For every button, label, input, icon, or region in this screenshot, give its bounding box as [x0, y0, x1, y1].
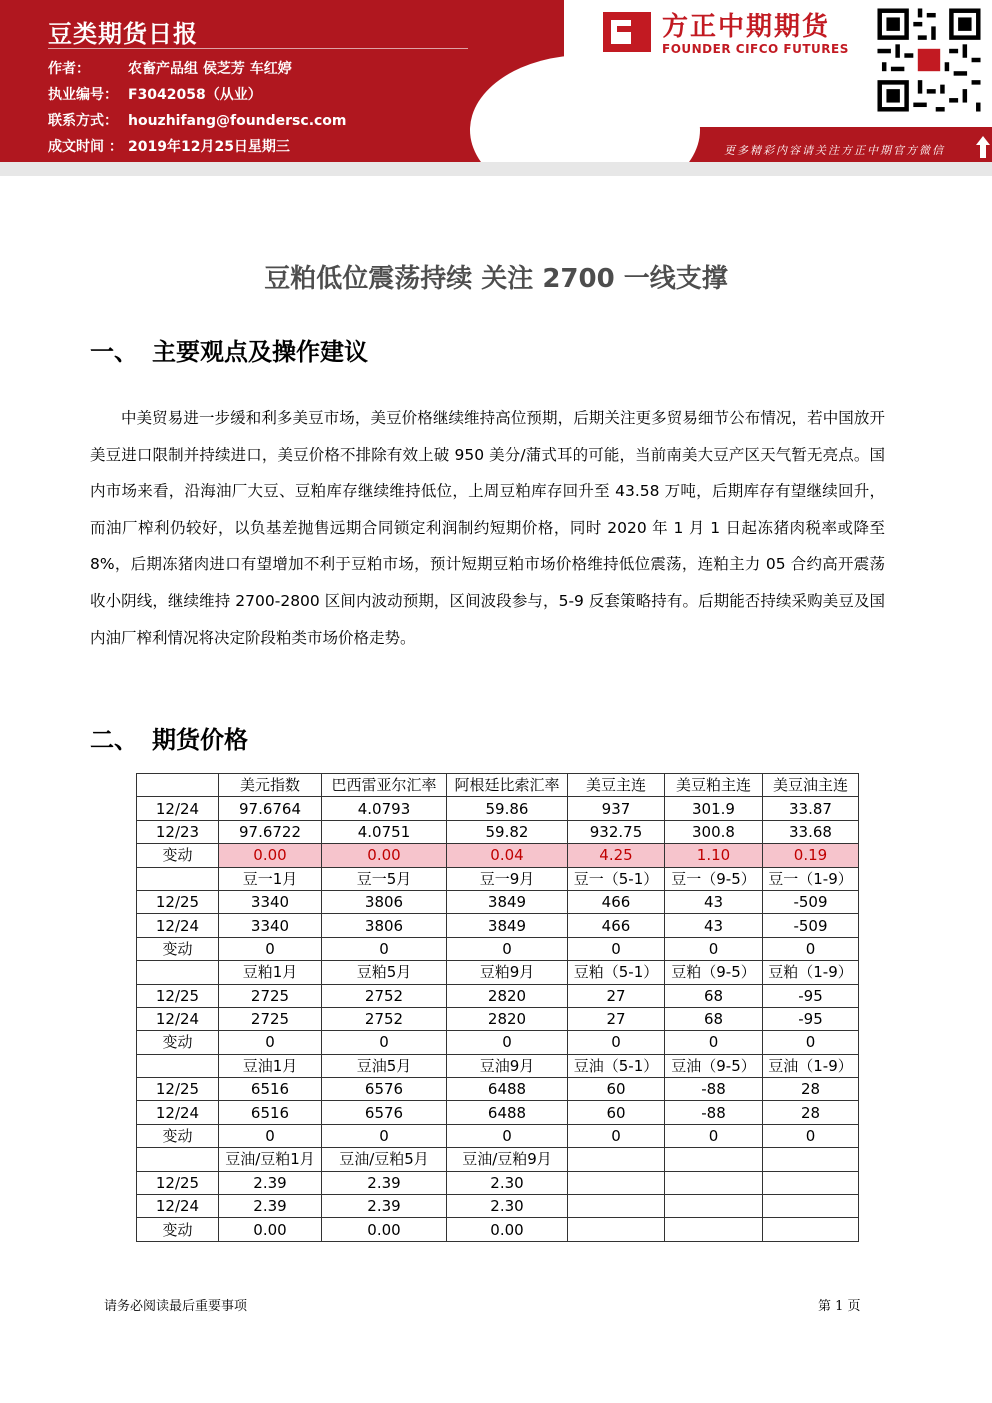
header-divider — [0, 162, 992, 176]
table-cell: 27 — [568, 984, 665, 1007]
meta-value: 2019年12月25日星期三 — [128, 139, 290, 155]
body-paragraph: 中美贸易进一步缓和利多美豆市场，美豆价格继续维持高位预期，后期关注更多贸易细节公布情况，若中国放开美豆进口限制并持续进口，美豆价格不排除有效上破 950 美分/蒲式耳的可能，当前南美大豆产区天气暂无亮点。国内市场来看，沿海油厂大豆、豆粕库存继续维持低位，上周豆粕库存回升至 43.58 万吨，后期库存有望继续回升，而油厂榨利仍较好，以负基差抛售远期合同锁定利润制约短期价格，同时 2020 年 1 月 1 日起冻猪肉税率或降至 8%，后期冻猪肉进口有望增加不利于豆粕市场，预计短期豆粕市场价格维持低位震荡，连粕主力 05 合约高开震荡收小阴线，继续维持 2700-2800 区间内波动预期，区间波段参与，5-9 反套策略持有。后期能否持续采购美豆及国内油厂榨利情况将决定阶段粕类市场价格走势。 — [90, 409, 885, 647]
table-cell: 2752 — [322, 984, 447, 1007]
table-cell: 0 — [447, 937, 568, 960]
table-cell: 4.0751 — [322, 820, 447, 843]
table-row — [137, 984, 859, 1007]
table-cell — [763, 1148, 859, 1171]
row-label-cell: 12/24 — [137, 797, 219, 820]
table-cell: 6576 — [322, 1101, 447, 1124]
table-cell: 豆油9月 — [447, 1054, 568, 1077]
table-cell — [665, 1171, 763, 1194]
title-rule — [48, 48, 468, 49]
row-label-cell: 12/25 — [137, 984, 219, 1007]
table-cell: 0 — [219, 1031, 322, 1054]
table-cell: 466 — [568, 914, 665, 937]
meta-date — [48, 136, 290, 156]
section-number: 一、 — [90, 338, 138, 366]
page-number: 第 1 页 — [818, 1299, 861, 1314]
table-cell: 2725 — [219, 984, 322, 1007]
section-heading-1 — [90, 332, 368, 367]
table-cell: 豆油（1-9） — [763, 1054, 859, 1077]
table-cell: 97.6722 — [219, 820, 322, 843]
row-label-cell: 变动 — [137, 1124, 219, 1147]
table-row — [137, 1078, 859, 1101]
meta-value: houzhifang@foundersc.com — [128, 113, 347, 129]
table-cell: 0.00 — [447, 1218, 568, 1241]
row-label-cell: 12/24 — [137, 1195, 219, 1218]
table-cell: 豆粕5月 — [322, 961, 447, 984]
table-cell: 豆粕1月 — [219, 961, 322, 984]
table-cell: 巴西雷亚尔汇率 — [322, 774, 447, 797]
table-cell: 豆一5月 — [322, 867, 447, 890]
table-cell: 豆一（5-1） — [568, 867, 665, 890]
table-cell: 6516 — [219, 1101, 322, 1124]
table-cell: 0.19 — [763, 844, 859, 867]
table-cell: 6488 — [447, 1101, 568, 1124]
report-title: 豆类期货日报 — [48, 20, 198, 48]
table-row — [137, 1054, 859, 1077]
table-cell: 33.68 — [763, 820, 859, 843]
row-label-cell: 12/25 — [137, 1171, 219, 1194]
table-cell: 0 — [219, 937, 322, 960]
table-cell: 27 — [568, 1007, 665, 1030]
row-label-cell: 变动 — [137, 1218, 219, 1241]
table-cell: 0 — [763, 1031, 859, 1054]
table-cell: 豆油/豆粕5月 — [322, 1148, 447, 1171]
table-cell: 301.9 — [665, 797, 763, 820]
table-cell — [763, 1195, 859, 1218]
table-cell: 豆一1月 — [219, 867, 322, 890]
section-title: 期货价格 — [152, 726, 248, 754]
table-cell: 豆油/豆粕9月 — [447, 1148, 568, 1171]
table-cell — [665, 1218, 763, 1241]
table-row — [137, 1031, 859, 1054]
table-cell: 3806 — [322, 914, 447, 937]
table-cell: 60 — [568, 1101, 665, 1124]
table-cell: 美豆油主连 — [763, 774, 859, 797]
table-cell — [665, 1148, 763, 1171]
table-cell: 2820 — [447, 1007, 568, 1030]
meta-label: 成文时间 ： — [48, 139, 123, 155]
table-row — [137, 890, 859, 913]
table-cell: 60 — [568, 1078, 665, 1101]
row-label-cell: 12/24 — [137, 1007, 219, 1030]
logo-text-cn: 方正中期期货 — [662, 12, 831, 42]
table-cell: 0.00 — [219, 1218, 322, 1241]
table-cell: 2.30 — [447, 1171, 568, 1194]
meta-license — [48, 84, 262, 104]
table-cell: 0 — [568, 1031, 665, 1054]
section-heading-2 — [90, 720, 248, 755]
table-cell: 0.00 — [322, 1218, 447, 1241]
table-cell: 2.39 — [322, 1171, 447, 1194]
table-cell: 0 — [447, 1124, 568, 1147]
table-cell: 2.39 — [219, 1195, 322, 1218]
table-cell: 33.87 — [763, 797, 859, 820]
table-cell: 0 — [665, 1031, 763, 1054]
table-cell: 6576 — [322, 1078, 447, 1101]
table-row — [137, 961, 859, 984]
table-cell: 美元指数 — [219, 774, 322, 797]
row-label-cell: 变动 — [137, 844, 219, 867]
table-cell: 28 — [763, 1101, 859, 1124]
table-cell: 0.00 — [322, 844, 447, 867]
table-row — [137, 1195, 859, 1218]
table-cell: 豆粕9月 — [447, 961, 568, 984]
table-cell: 豆油1月 — [219, 1054, 322, 1077]
table-cell — [763, 1218, 859, 1241]
table-cell: 2.39 — [219, 1171, 322, 1194]
logo-text-en: FOUNDER CIFCO FUTURES — [662, 42, 849, 56]
table-cell: -509 — [763, 890, 859, 913]
table-cell: 932.75 — [568, 820, 665, 843]
table-cell: -509 — [763, 914, 859, 937]
table-cell: 2725 — [219, 1007, 322, 1030]
table-cell: 0 — [665, 937, 763, 960]
table-row — [137, 820, 859, 843]
row-label-cell — [137, 1054, 219, 1077]
table-cell: 美豆主连 — [568, 774, 665, 797]
table-cell: 3340 — [219, 890, 322, 913]
table-cell: 阿根廷比索汇率 — [447, 774, 568, 797]
table-cell: 豆油5月 — [322, 1054, 447, 1077]
table-cell: 0 — [763, 1124, 859, 1147]
table-row — [137, 1148, 859, 1171]
table-cell: 豆粕（1-9） — [763, 961, 859, 984]
table-row — [137, 937, 859, 960]
meta-author — [48, 58, 292, 78]
table-cell: 0 — [322, 1031, 447, 1054]
table-row — [137, 1218, 859, 1241]
table-cell: 68 — [665, 1007, 763, 1030]
table-cell: 豆油/豆粕1月 — [219, 1148, 322, 1171]
table-cell: 59.86 — [447, 797, 568, 820]
table-cell: 3340 — [219, 914, 322, 937]
table-cell: -95 — [763, 984, 859, 1007]
row-label-cell: 12/23 — [137, 820, 219, 843]
table-cell: 0 — [219, 1124, 322, 1147]
table-cell: 3806 — [322, 890, 447, 913]
table-cell: 6516 — [219, 1078, 322, 1101]
meta-contact — [48, 110, 347, 130]
table-cell: 300.8 — [665, 820, 763, 843]
table-row — [137, 1101, 859, 1124]
arrow-up-icon — [976, 136, 990, 158]
table-cell: 28 — [763, 1078, 859, 1101]
table-cell: -88 — [665, 1101, 763, 1124]
table-cell: 豆一9月 — [447, 867, 568, 890]
row-label-cell: 12/25 — [137, 1078, 219, 1101]
table-cell: 0.00 — [219, 844, 322, 867]
table-cell: -88 — [665, 1078, 763, 1101]
table-cell: 豆油（9-5） — [665, 1054, 763, 1077]
section-title: 主要观点及操作建议 — [152, 338, 368, 366]
table-cell: 0 — [568, 937, 665, 960]
table-row — [137, 774, 859, 797]
row-label-cell — [137, 961, 219, 984]
meta-label: 执业编号： — [48, 87, 118, 103]
table-cell — [665, 1195, 763, 1218]
table-cell: 2752 — [322, 1007, 447, 1030]
table-cell: 2820 — [447, 984, 568, 1007]
company-logo-icon — [603, 12, 651, 52]
table-row — [137, 1124, 859, 1147]
table-cell: 4.25 — [568, 844, 665, 867]
table-cell: 2.30 — [447, 1195, 568, 1218]
table-row — [137, 797, 859, 820]
table-cell — [568, 1171, 665, 1194]
table-cell: 0.04 — [447, 844, 568, 867]
table-cell: 68 — [665, 984, 763, 1007]
table-cell: 937 — [568, 797, 665, 820]
table-cell: 466 — [568, 890, 665, 913]
table-cell: 6488 — [447, 1078, 568, 1101]
table-cell — [568, 1148, 665, 1171]
table-cell: 0 — [322, 937, 447, 960]
table-cell: 豆一（1-9） — [763, 867, 859, 890]
table-row — [137, 844, 859, 867]
table-row — [137, 1007, 859, 1030]
document-title: 豆粕低位震荡持续 关注 2700 一线支撑 — [264, 264, 728, 294]
table-row — [137, 914, 859, 937]
table-cell: 3849 — [447, 890, 568, 913]
table-row — [137, 1171, 859, 1194]
table-cell — [763, 1171, 859, 1194]
table-cell: 0 — [763, 937, 859, 960]
meta-value: F3042058（从业） — [128, 87, 262, 103]
table-cell: 0 — [665, 1124, 763, 1147]
table-cell: 0 — [447, 1031, 568, 1054]
table-cell: 豆粕（9-5） — [665, 961, 763, 984]
row-label-cell: 12/24 — [137, 914, 219, 937]
futures-price-table — [136, 773, 859, 1242]
table-cell — [568, 1218, 665, 1241]
meta-label: 作者： — [48, 61, 90, 77]
row-label-cell: 变动 — [137, 1031, 219, 1054]
table-cell: 3849 — [447, 914, 568, 937]
table-cell: 2.39 — [322, 1195, 447, 1218]
table-cell: 0 — [568, 1124, 665, 1147]
table-cell: 0 — [322, 1124, 447, 1147]
row-label-cell: 变动 — [137, 937, 219, 960]
meta-value: 农畜产品组 侯芝芳 车红婷 — [128, 61, 292, 77]
table-cell: 43 — [665, 914, 763, 937]
section-number: 二、 — [90, 726, 138, 754]
table-cell: 4.0793 — [322, 797, 447, 820]
table-cell: 豆粕（5-1） — [568, 961, 665, 984]
table-cell: 1.10 — [665, 844, 763, 867]
qr-code-icon — [873, 4, 985, 116]
meta-label: 联系方式： — [48, 113, 118, 129]
row-label-cell — [137, 1148, 219, 1171]
row-label-cell: 12/25 — [137, 890, 219, 913]
table-cell: 豆一（9-5） — [665, 867, 763, 890]
table-cell: 豆油（5-1） — [568, 1054, 665, 1077]
row-label-cell: 12/24 — [137, 1101, 219, 1124]
table-cell: 43 — [665, 890, 763, 913]
table-cell: 97.6764 — [219, 797, 322, 820]
table-cell — [568, 1195, 665, 1218]
table-row — [137, 867, 859, 890]
table-cell: 美豆粕主连 — [665, 774, 763, 797]
row-label-cell — [137, 774, 219, 797]
table-cell: -95 — [763, 1007, 859, 1030]
slogan: 更多精彩内容请关注方正中期官方微信 — [724, 144, 945, 157]
footer-notice: 请务必阅读最后重要事项 — [104, 1299, 248, 1314]
table-cell: 59.82 — [447, 820, 568, 843]
row-label-cell — [137, 867, 219, 890]
